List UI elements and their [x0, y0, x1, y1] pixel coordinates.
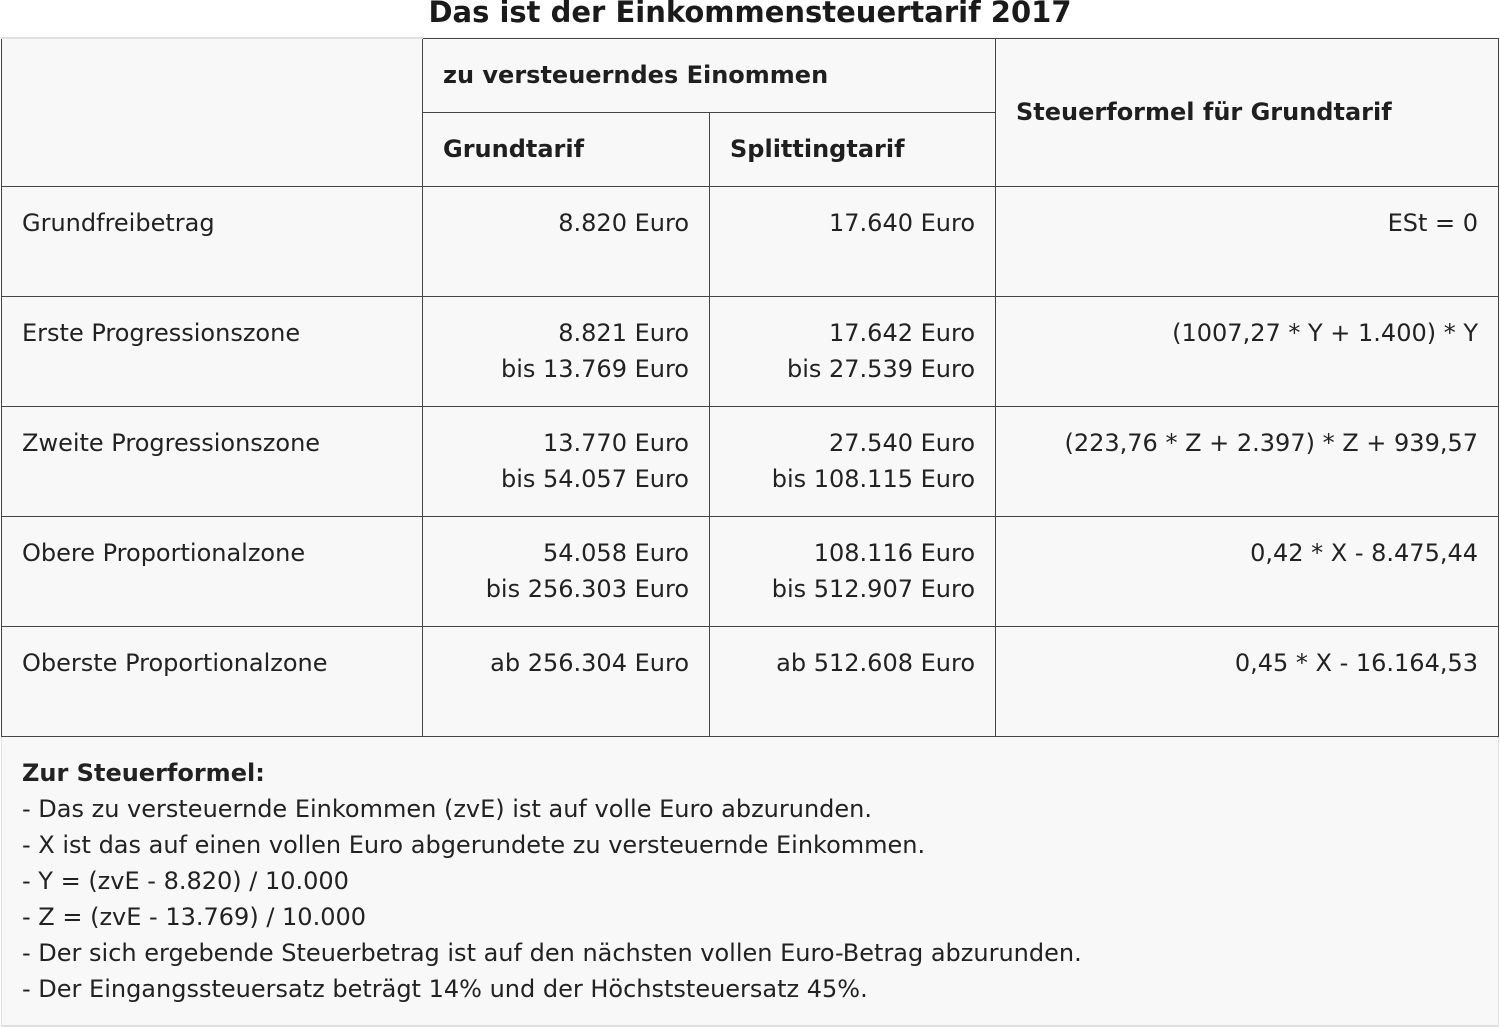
splittingtarif-cell	[710, 186, 996, 296]
header-corner-cell	[2, 38, 423, 186]
grundtarif-cell	[423, 186, 710, 296]
table-row	[2, 406, 1499, 516]
splittingtarif-cell	[710, 626, 996, 736]
tax-rate-table	[1, 37, 1499, 1027]
splittingtarif-to: bis 108.115 Euro	[771, 464, 976, 493]
formula-cell: 0,45 * X - 16.164,53	[996, 626, 1499, 736]
table-row	[2, 626, 1499, 736]
grundtarif-cell	[423, 626, 710, 736]
grundtarif-to: bis 54.057 Euro	[500, 464, 689, 493]
table-row	[2, 296, 1499, 406]
grundtarif-cell	[423, 406, 710, 516]
splittingtarif-cell	[710, 516, 996, 626]
formula-cell: (223,76 * Z + 2.397) * Z + 939,57	[996, 406, 1499, 516]
splittingtarif-from: 108.116 Euro	[813, 538, 976, 567]
formula-cell: 0,42 * X - 8.475,44	[996, 516, 1499, 626]
grundtarif-to: bis 256.303 Euro	[485, 574, 689, 603]
note-line: - Das zu versteuernde Einkommen (zvE) ist auf volle Euro abzurunden.	[22, 794, 873, 823]
note-line: - X ist das auf einen vollen Euro abgerundete zu versteuernde Einkommen.	[22, 830, 926, 859]
grundtarif-from: 8.820 Euro	[558, 208, 689, 237]
splittingtarif-from: 17.640 Euro	[829, 208, 976, 237]
splittingtarif-to: bis 27.539 Euro	[786, 354, 976, 383]
grundtarif-from: 54.058 Euro	[542, 538, 689, 567]
header-formula: Steuerformel für Grundtarif	[996, 38, 1499, 186]
zone-label: Zweite Progressionszone	[2, 406, 423, 516]
page-title: Das ist der Einkommensteuertarif 2017	[428, 0, 1072, 29]
grundtarif-cell	[423, 296, 710, 406]
splittingtarif-from: ab 512.608 Euro	[776, 648, 976, 677]
zone-label: Obere Proportionalzone	[2, 516, 423, 626]
notes-title: Zur Steuerformel:	[22, 758, 265, 787]
splittingtarif-to: bis 512.907 Euro	[771, 574, 976, 603]
splittingtarif-cell	[710, 296, 996, 406]
formula-cell: (1007,27 * Y + 1.400) * Y	[996, 296, 1499, 406]
note-line: - Der sich ergebende Steuerbetrag ist auf den nächsten vollen Euro-Betrag abzurunden.	[22, 938, 1082, 967]
note-line: - Z = (zvE - 13.769) / 10.000	[22, 902, 367, 931]
notes-row	[2, 736, 1499, 1026]
zone-label: Erste Progressionszone	[2, 296, 423, 406]
zone-label: Oberste Proportionalzone	[2, 626, 423, 736]
formula-cell: ESt = 0	[996, 186, 1499, 296]
grundtarif-from: 8.821 Euro	[558, 318, 689, 347]
grundtarif-from: ab 256.304 Euro	[490, 648, 689, 677]
splittingtarif-from: 27.540 Euro	[829, 428, 976, 457]
header-income-group: zu versteuerndes Einommen	[423, 38, 996, 112]
table-row	[2, 186, 1499, 296]
table-row	[2, 516, 1499, 626]
header-row-top	[2, 38, 1499, 112]
note-line: - Y = (zvE - 8.820) / 10.000	[22, 866, 349, 895]
header-splittingtarif: Splittingtarif	[710, 112, 996, 186]
grundtarif-from: 13.770 Euro	[542, 428, 689, 457]
grundtarif-to: bis 13.769 Euro	[500, 354, 689, 383]
notes-cell	[2, 736, 1499, 1026]
splittingtarif-from: 17.642 Euro	[829, 318, 976, 347]
grundtarif-cell	[423, 516, 710, 626]
note-line: - Der Eingangssteuersatz beträgt 14% und der Höchststeuersatz 45%.	[22, 974, 868, 1003]
zone-label: Grundfreibetrag	[2, 186, 423, 296]
splittingtarif-cell	[710, 406, 996, 516]
header-grundtarif: Grundtarif	[423, 112, 710, 186]
